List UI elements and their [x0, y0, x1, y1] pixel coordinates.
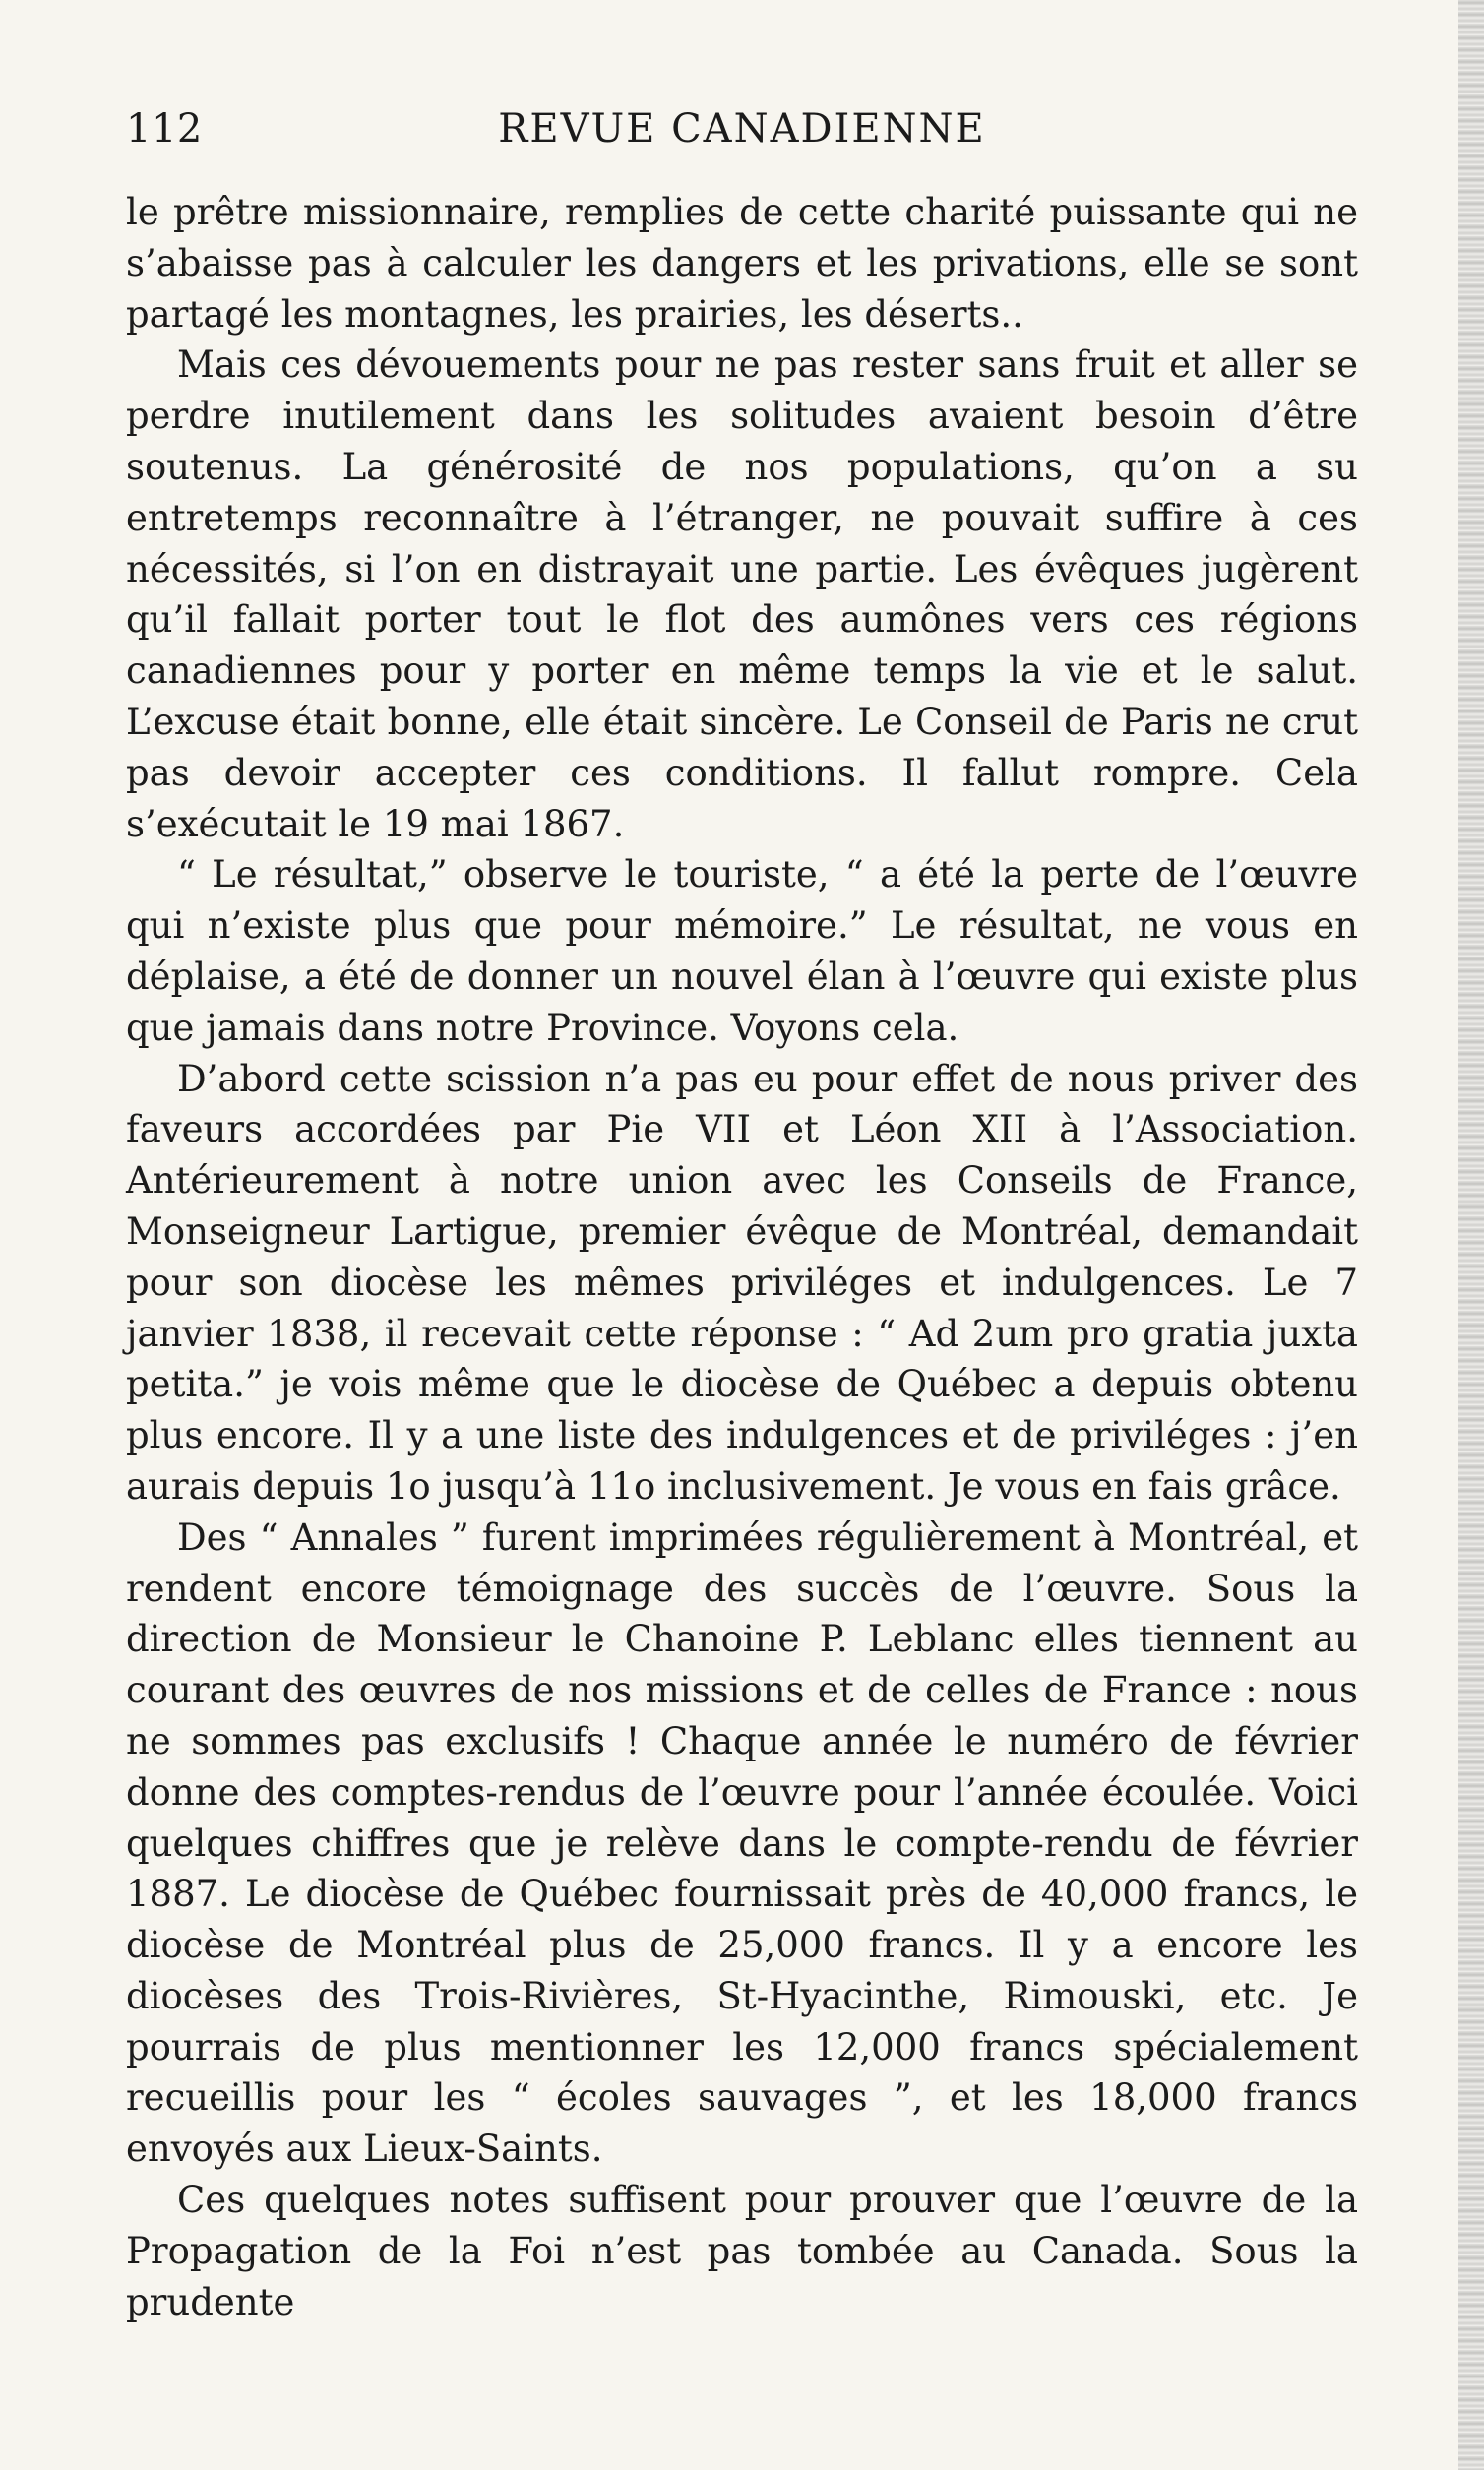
- body-text: [126, 187, 1358, 2327]
- paragraph-5: Des “ Annales ” furent imprimées régulièrement à Montréal, et rendent encore témoignage des succès de l’œuvre. Sous la direction de Monsieur le Chanoine P. Leblanc elles tiennent au courant des œuvres de nos missions et de celles de France : nous ne sommes pas exclusifs ! Chaque année le numéro de février donne des comptes-rendus de l’œuvre pour l’année écoulée. Voici quelques chiffres que je relève dans le compte-rendu de février 1887. Le diocèse de Québec fournissait près de 40,000 francs, le diocèse de Montréal plus de 25,000 francs. Il y a encore les diocèses des Trois-Rivières, St-Hyacinthe, Rimouski, etc. Je pourrais de plus mentionner les 12,000 francs spécialement recueillis pour les “ écoles sauvages ”, et les 18,000 francs envoyés aux Lieux-Saints.: [126, 1515, 1358, 2171]
- paragraph-3: “ Le résultat,” observe le touriste, “ a été la perte de l’œuvre qui n’existe plus que pour mémoire.” Le résultat, ne vous en déplaise, a été de donner un nouvel élan à l’œuvre qui existe plus que jamais dans notre Province. Voyons cela.: [126, 853, 1358, 1049]
- binding-edge: [1458, 0, 1484, 2470]
- paragraph-2: Mais ces dévouements pour ne pas rester sans fruit et aller se perdre inutilement dans les solitudes avaient besoin d’être soutenus. La générosité de nos populations, qu’on a su entretemps reconnaître à l’étranger, ne pouvait suffire à ces nécessités, si l’on en distrayait une partie. Les évêques jugèrent qu’il fallait porter tout le flot des aumônes vers ces régions canadiennes pour y porter en même temps la vie et le salut. L’excuse était bonne, elle était sincère. Le Conseil de Paris ne crut pas devoir accepter ces conditions. Il fallut rompre. Cela s’exécutait le 19 mai 1867.: [126, 343, 1358, 845]
- paragraph-1: le prêtre missionnaire, remplies de cette charité puissante qui ne s’abaisse pas à calculer les dangers et les privations, elle se sont partagé les montagnes, les prairies, les déserts..: [126, 191, 1358, 336]
- paragraph-6: Ces quelques notes suffisent pour prouver que l’œuvre de la Propagation de la Foi n’est pas tombée au Canada. Sous la prudente: [126, 2179, 1358, 2323]
- paragraph-4: D’abord cette scission n’a pas eu pour effet de nous priver des faveurs accordées par Pie VII et Léon XII à l’Association. Antérieurement à notre union avec les Conseils de France, Monseigneur Lartigue, premier évêque de Montréal, demandait pour son diocèse les mêmes priviléges et indulgences. Le 7 janvier 1838, il recevait cette réponse : “ Ad 2um pro gratia juxta petita.” je vois même que le diocèse de Québec a depuis obtenu plus encore. Il y a une liste des indulgences et de priviléges : j’en aurais depuis 1o jusqu’à 11o inclusivement. Je vous en fais grâce.: [126, 1057, 1358, 1508]
- page-number: 112: [126, 106, 203, 152]
- page-header: [126, 106, 1358, 165]
- running-title: REVUE CANADIENNE: [498, 106, 986, 152]
